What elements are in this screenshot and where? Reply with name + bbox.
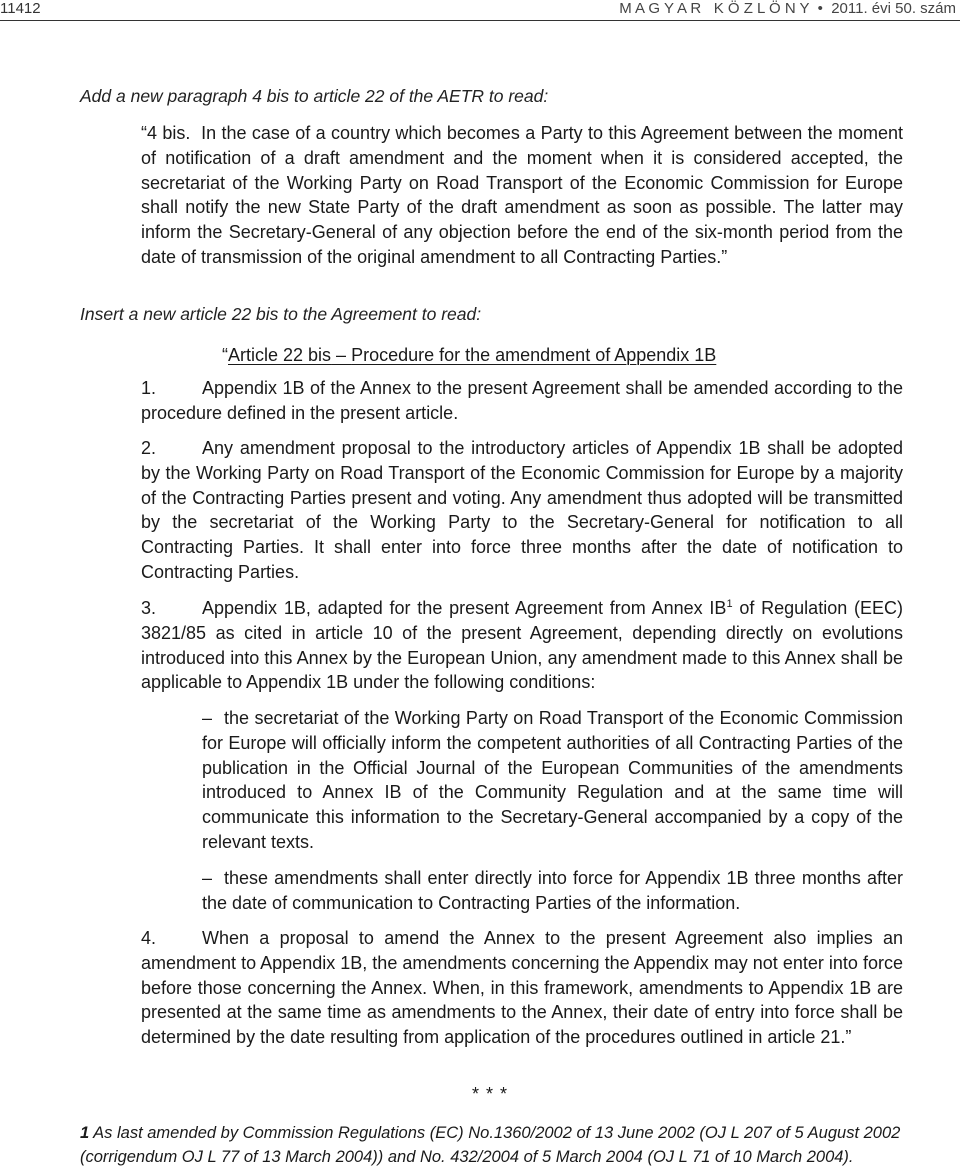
paragraph-text: Any amendment proposal to the introductory articles of Appendix 1B shall be adopted by the Working Party on Road Transport of the Economic Commission for Europe by a majority of the Contracting Parties present and voting. Any amendment thus adopted will be transmitted by the secretariat of the Working Party to the Secretary-General for notification to all Contracting Parties. It shall enter into force three months after the date of notification to Contracting Parties. bbox=[141, 438, 903, 582]
paragraph-text-continued: of Regulation (EEC) 3821/85 as cited in article 10 of the present Agreement, depending directly on evolutions introduced into this Annex by the European Union, any amendment made to this Annex shall be applicable to Appendix 1B under the following conditions: bbox=[141, 598, 904, 693]
paragraph-text: Appendix 1B of the Annex to the present Agreement shall be amended according to the procedure defined in the present article. bbox=[141, 378, 903, 423]
journal-title: M A G Y A R K Ö Z L Ö N Y • 2011. évi 50. szám bbox=[619, 0, 956, 17]
bullet-item-2 bbox=[202, 866, 903, 916]
article-title-dash: – bbox=[331, 345, 352, 365]
instruction-insert-article: Insert a new article 22 bis to the Agreement to read: bbox=[80, 304, 482, 324]
paragraph-text: Appendix 1B, adapted for the present Agreement from Annex IB bbox=[202, 598, 727, 618]
header-rule bbox=[0, 20, 960, 21]
bullet-text: these amendments shall enter directly into force for Appendix 1B three months after the date of communication to Contracting Parties of the information. bbox=[202, 868, 903, 913]
instruction-add-paragraph: Add a new paragraph 4 bis to article 22 of the AETR to read: bbox=[80, 86, 549, 106]
numbered-paragraph-4 bbox=[141, 926, 903, 1050]
paragraph-number: 1. bbox=[141, 378, 157, 398]
page-number: 11412 bbox=[0, 0, 41, 17]
bullet-item-1 bbox=[202, 706, 903, 855]
paragraph-number: 4. bbox=[141, 928, 157, 948]
paragraph-text: When a proposal to amend the Annex to the present Agreement also implies an amendment to Appendix 1B, the amendments concerning the Appendix may not enter into force before those concerning the Annex. When, in this framework, amendments to Appendix 1B are presented at the same time as amendments to the Annex, their date of entry into force shall be determined by the date resulting from application of the procedures outlined in article 21.” bbox=[141, 928, 903, 1048]
paragraph-number: 2. bbox=[141, 438, 157, 458]
paragraph-4bis-label: “4 bis. bbox=[141, 123, 191, 143]
footnote bbox=[80, 1121, 904, 1169]
bullet-dash: – bbox=[202, 868, 213, 888]
bullet-dash: – bbox=[202, 708, 213, 728]
paragraph-4bis bbox=[141, 121, 903, 270]
section-separator: * * * bbox=[472, 1084, 509, 1104]
footnote-marker: 1 bbox=[80, 1124, 90, 1142]
numbered-paragraph-3 bbox=[141, 596, 903, 695]
article-title bbox=[222, 343, 716, 368]
article-title-subtitle: Procedure for the amendment of Appendix 1B bbox=[351, 345, 717, 365]
numbered-paragraph-1 bbox=[141, 376, 903, 426]
paragraph-4bis-text: In the case of a country which becomes a Party to this Agreement between the moment of notification of a draft amendment and the moment when it is considered accepted, the secretariat of the Working Party on Road Transport of the Economic Commission for Europe shall notify the new State Party of the draft amendment as soon as possible. The latter may inform the Secretary-General of any objection before the end of the six-month period from the date of transmission of the original amendment to all Contracting Parties.” bbox=[141, 123, 903, 267]
paragraph-number: 3. bbox=[141, 598, 157, 618]
footnote-text: As last amended by Commission Regulations (EC) No.1360/2002 of 13 June 2002 (OJ L 207 of 5 August 2002 (corrigendum OJ L 77 of 13 March 2004)) and No. 432/2004 of 5 March 2004 (OJ L 71 of 10 March 2004). bbox=[80, 1124, 901, 1166]
footnote-reference[interactable]: 1 bbox=[726, 598, 733, 610]
bullet-text: the secretariat of the Working Party on Road Transport of the Economic Commission for Europe will officially inform the competent authorities of all Contracting Parties of the publication in the Official Journal of the European Communities of the amendments introduced to Annex IB of the Community Regulation and at the same time will communicate this information to the Secretary-General accompanied by a copy of the relevant texts. bbox=[202, 708, 903, 852]
article-title-open-quote: “ bbox=[222, 345, 228, 365]
article-title-label: Article 22 bis bbox=[228, 345, 332, 365]
numbered-paragraph-2 bbox=[141, 436, 903, 585]
